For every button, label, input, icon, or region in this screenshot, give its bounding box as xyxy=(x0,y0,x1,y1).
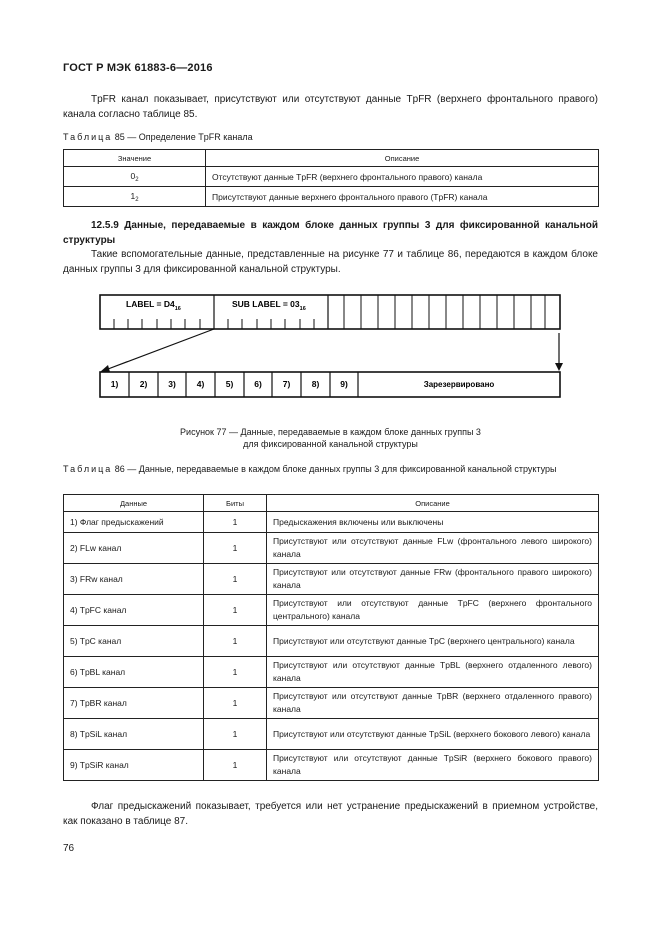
figure-caption xyxy=(63,426,598,450)
bits-cell: 1 xyxy=(204,688,267,719)
intro-paragraph: TpFR канал показывает, присутствуют или отсутствуют данные TpFR (верхнего фронтального правого) канала согласно таблице 85. xyxy=(63,94,598,120)
data-cell: 8) TpSiL канал xyxy=(64,719,204,750)
table85-caption-text: 85 — Определение TpFR канала xyxy=(112,132,253,142)
table-row xyxy=(64,512,599,533)
bit-cell-9: 9) xyxy=(340,379,348,389)
value-sub: 2 xyxy=(135,176,139,183)
table86-header-row xyxy=(64,495,599,512)
description-cell: Присутствуют или отсутствуют данные TpC (верхнего центрального) канала xyxy=(267,626,599,657)
bits-cell: 1 xyxy=(204,564,267,595)
arrow-down-icon xyxy=(555,363,563,371)
data-cell: 7) TpBR канал xyxy=(64,688,204,719)
data-cell: 4) TpFC канал xyxy=(64,595,204,626)
bits-cell: 1 xyxy=(204,533,267,564)
bits-cell: 1 xyxy=(204,512,267,533)
table85-value-cell xyxy=(64,187,206,207)
table-row xyxy=(64,688,599,719)
table85-value-cell xyxy=(64,167,206,187)
bits-cell: 1 xyxy=(204,750,267,781)
page-number: 76 xyxy=(63,843,75,854)
description-cell: Присутствуют или отсутствуют данные FRw (фронтального правого широкого) канала xyxy=(267,564,599,595)
description-cell: Присутствуют или отсутствуют данные TpBL (верхнего отдаленного левого) канала xyxy=(267,657,599,688)
table-row xyxy=(64,657,599,688)
data-cell: 6) TpBL канал xyxy=(64,657,204,688)
figure-caption-line2: для фиксированной канальной структуры xyxy=(243,439,418,449)
bit-cell-5: 5) xyxy=(225,379,234,389)
value-main: 1 xyxy=(130,190,136,201)
data-cell: 5) TpC канал xyxy=(64,626,204,657)
data-cell: 1) Флаг предыскажений xyxy=(64,512,204,533)
table-row xyxy=(64,595,599,626)
closing-paragraph: Флаг предыскажений показывает, требуется или нет устранение предыскажений в приемном устройстве, как показано в таблице 87. xyxy=(63,801,598,827)
table86-caption-text: 86 — Данные, передаваемые в каждом блоке данных группы 3 для фиксированной канальной структуры xyxy=(112,464,557,474)
bit-cell-3: 3) xyxy=(168,379,176,389)
figure-77-diagram xyxy=(0,285,661,410)
label-field: LABEL = $D4_{16}$ xyxy=(126,299,181,312)
table-85 xyxy=(63,149,599,207)
table-86 xyxy=(63,494,599,781)
table86-header-data: Данные xyxy=(64,495,204,512)
description-cell: Присутствуют или отсутствуют данные TpFC (верхнего фронтального центрального) канала xyxy=(267,595,599,626)
table86-caption-prefix: Таблица xyxy=(63,464,113,474)
section-paragraph: Такие вспомогательные данные, представленные на рисунке 77 и таблице 86, передаются в каждом блоке данных группы 3 для фиксированной канальной структуры. xyxy=(63,249,598,275)
table-row xyxy=(64,533,599,564)
arrow-left-icon xyxy=(100,365,110,372)
table85-header-row xyxy=(64,150,599,167)
table85-description-cell: Присутствуют данные верхнего фронтального правого (TpFR) канала xyxy=(206,187,599,207)
value-main: 0 xyxy=(130,170,136,181)
table85-caption-prefix: Таблица xyxy=(63,132,113,142)
table85-caption xyxy=(63,132,253,142)
table86-header-description: Описание xyxy=(267,495,599,512)
bit-cell-6: 6) xyxy=(254,379,262,389)
bits-cell: 1 xyxy=(204,626,267,657)
table-row xyxy=(64,187,599,207)
bit-cell-4: 4) xyxy=(196,379,205,389)
description-cell: Присутствуют или отсутствуют данные TpBR (верхнего отдаленного правого) канала xyxy=(267,688,599,719)
bits-cell: 1 xyxy=(204,595,267,626)
table86-header-bits: Биты xyxy=(204,495,267,512)
section-title: 12.5.9 Данные, передаваемые в каждом блоке данных группы 3 для фиксированной канальной структуры xyxy=(63,220,598,246)
table85-header-value: Значение xyxy=(64,150,206,167)
bit-cell-7: 7) xyxy=(282,379,291,389)
table86-caption xyxy=(63,463,598,475)
bit-cell-1: 1) xyxy=(110,379,119,389)
figure-caption-line1: Рисунок 77 — Данные, передаваемые в каждом блоке данных группы 3 xyxy=(180,427,481,437)
table-row xyxy=(64,167,599,187)
bits-cell: 1 xyxy=(204,657,267,688)
description-cell: Присутствуют или отсутствуют данные FLw (фронтального левого широкого) канала xyxy=(267,533,599,564)
data-cell: 3) FRw канал xyxy=(64,564,204,595)
table-row xyxy=(64,626,599,657)
bit-cell-8: 8) xyxy=(311,379,320,389)
expand-line xyxy=(108,329,214,369)
table85-description-cell: Отсутствуют данные TpFR (верхнего фронтального правого) канала xyxy=(206,167,599,187)
data-cell: 2) FLw канал xyxy=(64,533,204,564)
value-sub: 2 xyxy=(135,196,139,203)
reserved-cell: Зарезервировано xyxy=(423,380,495,389)
table-row xyxy=(64,564,599,595)
description-cell: Присутствуют или отсутствуют данные TpSiR (верхнего бокового правого) канала xyxy=(267,750,599,781)
sub-label-field: SUB LABEL = $03_{16}$ xyxy=(232,299,306,312)
bit-cell-2: 2) xyxy=(139,379,148,389)
table-row xyxy=(64,750,599,781)
table85-header-description: Описание xyxy=(206,150,599,167)
data-cell: 9) TpSiR канал xyxy=(64,750,204,781)
bits-cell: 1 xyxy=(204,719,267,750)
description-cell: Предыскажения включены или выключены xyxy=(267,512,599,533)
table-row xyxy=(64,719,599,750)
document-header: ГОСТ Р МЭК 61883-6—2016 xyxy=(63,62,213,74)
description-cell: Присутствуют или отсутствуют данные TpSiL (верхнего бокового левого) канала xyxy=(267,719,599,750)
